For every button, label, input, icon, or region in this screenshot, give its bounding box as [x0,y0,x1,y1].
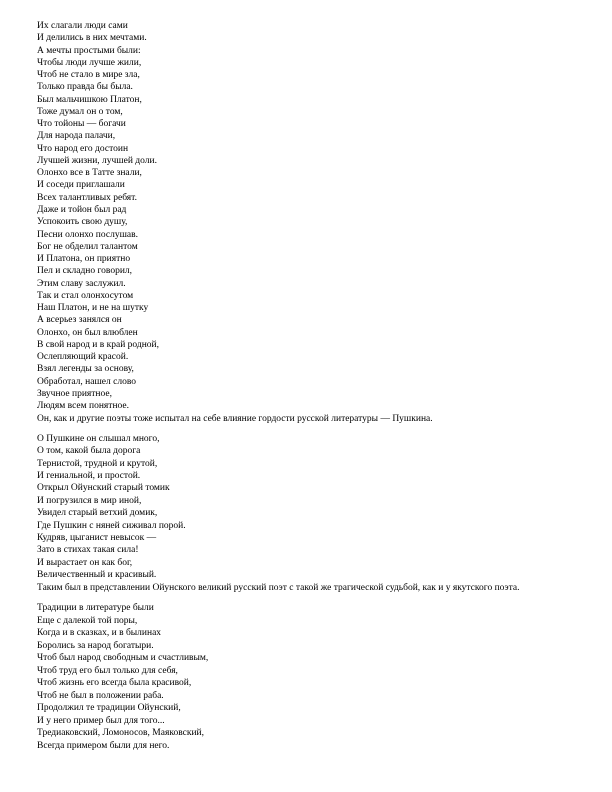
document-page [37,20,597,752]
text-line: Обработал, нашел слово [37,376,137,387]
text-line: Ослепляющий красой. [37,352,129,363]
text-line: Этим славу заслужил. [37,278,126,289]
text-line: Что народ его достоин [37,143,129,154]
text-line: Бог не обделил талантом [37,241,138,252]
text-line: Лучшей жизни, лучшей доли. [37,155,157,166]
text-line: Таким был в представлении Ойунского великий русский поэт с такой же трагической судьбой, как и у якутского поэта. [37,582,520,593]
text-line: Олонхо, он был влюблен [37,327,138,338]
text-line: Пел и складно говорил, [37,266,133,277]
text-line: Кудряв, цыганист невысок — [37,533,157,544]
text-line: Тоже думал он о том, [37,106,123,117]
text-line: И Платона, он приятно [37,254,131,265]
text-line: Открыл Ойунский старый томик [37,483,170,494]
text-line: Боролись за народ богатыри. [37,640,154,651]
text-line: Что тойоны — богачи [37,119,126,130]
text-line: И вырастает он как бог, [37,557,133,568]
poem-block-1 [37,20,597,425]
text-line: Чтоб был народ свободным и счастливым, [37,653,209,664]
text-line: Зато в стихах такая сила! [37,545,139,556]
text-line: Чтоб не стало в мире зла, [37,70,140,81]
text-line: Величественный и красивый. [37,570,157,581]
text-line: А всерьез занялся он [37,315,122,326]
paragraph-gap [37,594,597,602]
text-line: Продолжил те традиции Ойунский, [37,703,181,714]
text-line: Когда и в сказках, и в былинах [37,628,162,639]
text-line: Только правда бы была. [37,82,133,93]
text-line: О Пушкине он слышал много, [37,433,160,444]
text-line: Чтобы люди лучше жили, [37,57,142,68]
poem-block-3 [37,602,597,752]
paragraph-gap [37,425,597,433]
text-line: Так и стал олонхосутом [37,290,134,301]
text-line: Всегда примером были для него. [37,740,170,751]
text-line: Он, как и другие поэты тоже испытал на себе влияние гордости русской литературы — Пушкина. [37,413,433,424]
text-line: Песни олонхо послушав. [37,229,138,240]
text-line: Всех талантливых ребят. [37,192,137,203]
text-line: Для народа палачи, [37,131,116,142]
poem-block-2 [37,433,597,594]
text-line: Чтоб жизнь его всегда была красивой, [37,678,192,689]
text-line: Еще с далекой той поры, [37,615,138,626]
text-line: И у него пример был для того... [37,715,165,726]
text-line: И делились в них мечтами. [37,33,147,44]
text-line: В свой народ и в край родной, [37,339,160,350]
text-line: Тернистой, трудной и крутой, [37,458,158,469]
text-line: Даже и тойон был рад [37,204,127,215]
text-line: Чтоб труд его был только для себя, [37,665,178,676]
text-line: Наш Платон, и не на шутку [37,303,149,314]
text-line: Увидел старый ветхий домик, [37,508,158,519]
text-line: И погрузился в мир иной, [37,495,142,506]
text-line: Олонхо все в Татте знали, [37,168,142,179]
text-line: Звучное приятное, [37,388,112,399]
text-line: Где Пушкин с няней сиживал порой. [37,520,186,531]
text-line: Людям всем понятное. [37,401,129,412]
text-line: Взял легенды за основу, [37,364,134,375]
text-line: Успокоить свою душу, [37,217,128,228]
text-line: О том, какой была дорога [37,446,141,457]
text-line: Традиции в литературе были [37,603,154,614]
text-line: Чтоб не был в положении раба. [37,690,164,701]
text-line: Тредиаковский, Ломоносов, Маяковский, [37,728,205,739]
text-line: Их слагали люди сами [37,21,128,31]
text-line: Был мальчишкою Платон, [37,94,142,105]
text-line: А мечты простыми были: [37,45,141,56]
text-line: И гениальной, и простой. [37,470,141,481]
text-line: И соседи приглашали [37,180,125,191]
